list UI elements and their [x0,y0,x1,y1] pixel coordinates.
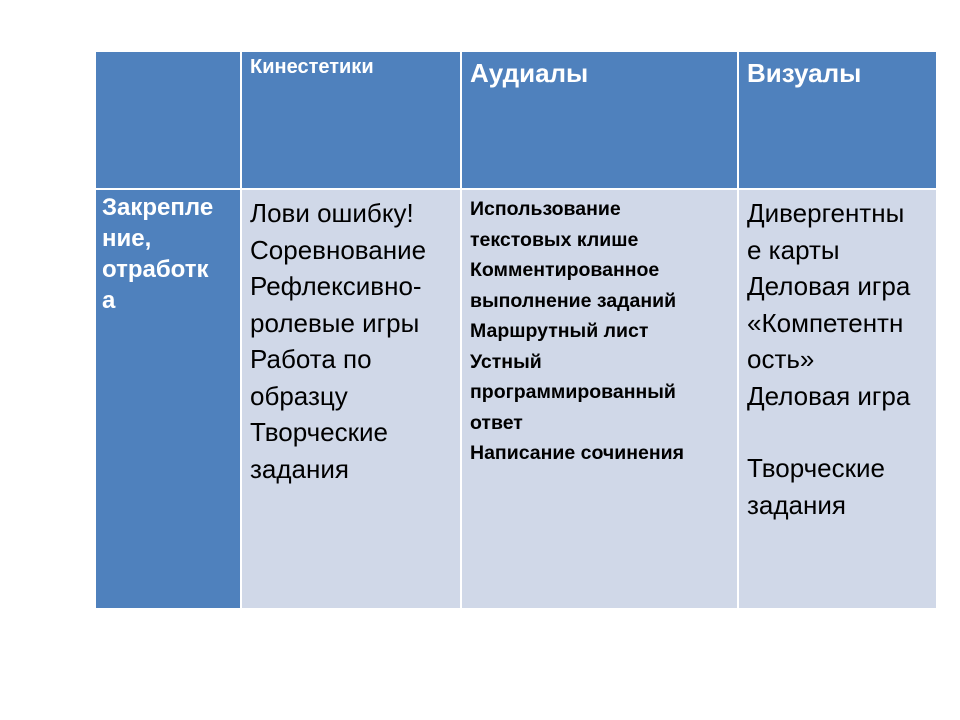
list-item: Рефлексивно- [250,271,422,301]
header-kinesthetics-cell [241,51,461,189]
list-item: «Компетентн [747,307,904,338]
list-item: Дивергентны [747,198,905,228]
list-item: выполнение заданий [470,289,677,312]
header-auditory-cell [461,51,738,189]
kinesthetics-cell [241,189,461,609]
list-item: Соревнование [250,234,427,265]
visual-cell [738,189,937,609]
row-label-cell [95,189,241,609]
header-corner-cell [95,51,241,189]
row-label-line: Закрепле [102,194,214,221]
header-auditory-label: Аудиалы [470,58,589,88]
list-item: задания [250,453,349,484]
list-item: Творческие [250,417,388,447]
list-item: Деловая игра [747,271,911,301]
list-item: ость» [747,344,815,374]
list-item: образцу [250,380,348,411]
list-item: Устный [470,350,542,373]
header-visual-label: Визуалы [747,58,862,88]
header-visual-cell [738,51,937,189]
list-item: е карты [747,234,840,265]
header-row [95,51,937,189]
header-kinesthetics-label: Кинестетики [250,56,374,78]
methods-table [94,50,938,610]
kinesthetics-list [242,190,460,487]
list-item: Творческие [747,453,885,483]
list-gap [747,414,936,450]
list-item: Комментированное [470,259,660,281]
list-item: Использование [470,198,621,220]
row-label-line: а [102,287,116,314]
header-corner-label [96,52,240,56]
list-item: Работа по [250,344,372,374]
list-item: программированный [470,381,676,403]
list-item: ролевые игры [250,307,420,338]
row-label-line: ние, [102,225,152,252]
table-row [95,189,937,609]
visual-list [739,190,936,523]
auditory-list [462,190,737,469]
list-item: ответ [470,411,523,434]
list-item: Деловая игра [747,380,911,411]
row-label [96,190,240,316]
row-label-line: отработк [102,256,209,283]
auditory-cell [461,189,738,609]
list-item: Лови ошибку! [250,198,414,228]
list-item: задания [747,489,846,520]
list-item: текстовых клише [470,228,639,251]
list-item: Написание сочинения [470,442,684,464]
list-item: Маршрутный лист [470,320,649,342]
